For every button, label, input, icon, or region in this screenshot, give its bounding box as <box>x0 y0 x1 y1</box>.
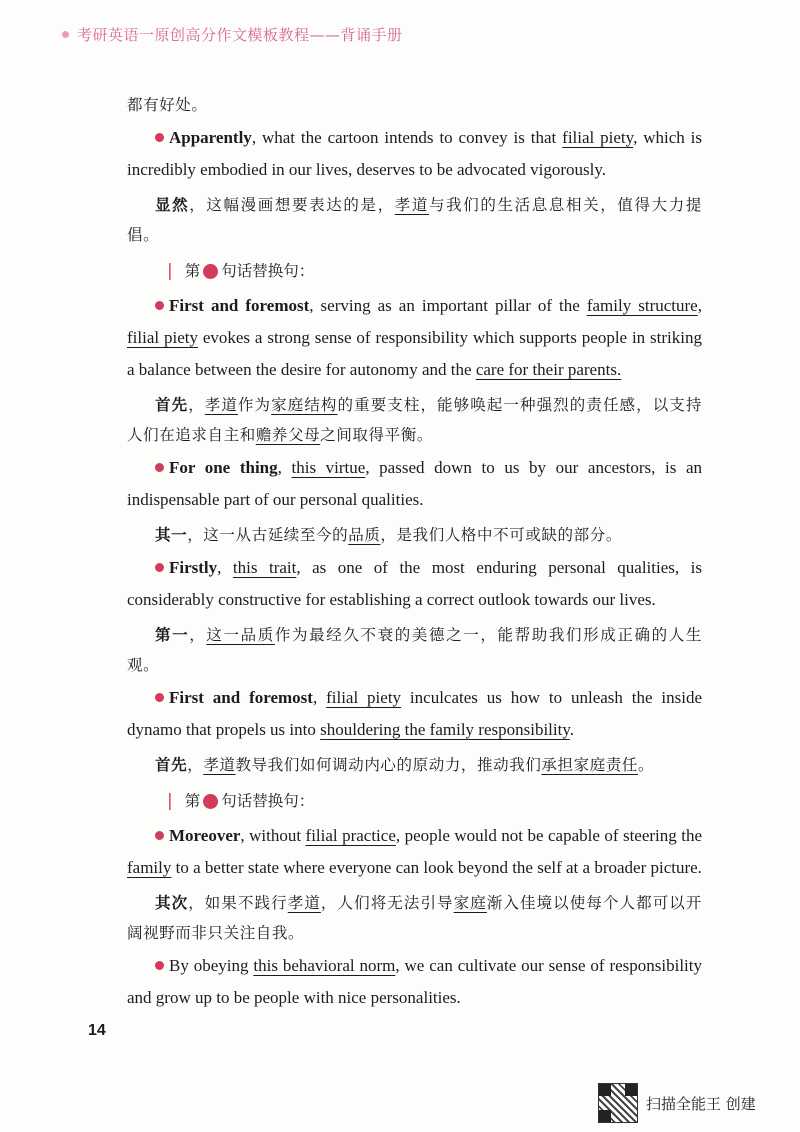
english-paragraph <box>127 950 702 1014</box>
text-run: 都有好处。 <box>127 96 208 114</box>
english-paragraph <box>127 452 702 516</box>
text-run: 。 <box>638 756 655 774</box>
chinese-paragraph <box>127 888 702 948</box>
text-run: 的重要支柱，能够唤起一种强烈的责任感，以支持人们在追求自主和 <box>127 396 703 444</box>
bullet-icon <box>155 301 164 310</box>
bold-phrase: First and foremost <box>169 688 313 707</box>
underlined-phrase: 家庭结构 <box>271 396 338 414</box>
text-run: By obeying <box>169 956 254 975</box>
text-run: inculcates us how to unleash the inside dynamo that propels us into <box>127 688 703 739</box>
bold-phrase: 第一 <box>155 626 190 644</box>
page-number: 14 <box>88 1022 106 1039</box>
english-paragraph <box>127 122 702 186</box>
bold-phrase: Firstly <box>169 558 218 577</box>
underlined-phrase: 孝道 <box>204 396 238 414</box>
text-run: 教导我们如何调动内心的原动力，推动我们 <box>235 756 542 774</box>
underlined-phrase: 孝道 <box>287 894 321 912</box>
underlined-phrase: 品质 <box>348 526 381 544</box>
text-run: . <box>569 720 574 739</box>
bold-phrase: 显然 <box>155 196 190 214</box>
text-run: 作为 <box>237 396 272 414</box>
bullet-icon <box>155 961 164 970</box>
text-run: , <box>217 558 233 577</box>
chinese-paragraph <box>127 190 702 250</box>
section-bar: | <box>167 791 173 811</box>
bold-phrase: Moreover <box>169 826 241 845</box>
watermark-text: 扫描全能王 创建 <box>646 1094 756 1113</box>
underlined-phrase: this behavioral norm <box>253 956 396 975</box>
chinese-paragraph <box>127 520 702 550</box>
english-paragraph <box>127 820 702 884</box>
underlined-phrase: shouldering the family responsibility <box>320 720 570 739</box>
underlined-phrase: family structure <box>586 296 698 315</box>
text-run: , <box>312 688 327 707</box>
underlined-phrase: filial piety <box>562 128 634 147</box>
bullet-icon <box>155 563 164 572</box>
underlined-phrase: filial practice <box>305 826 396 845</box>
section-prefix: 第 <box>184 262 201 280</box>
section-prefix: 第 <box>184 792 201 810</box>
underlined-phrase: care for their parents. <box>475 360 622 379</box>
bold-phrase: For one thing <box>169 458 278 477</box>
chinese-paragraph <box>127 90 702 120</box>
underlined-phrase: this trait <box>232 558 297 577</box>
chinese-paragraph <box>127 620 702 680</box>
underlined-phrase: filial piety <box>326 688 402 707</box>
text-run: , as one of the most enduring personal qualities, is considerably constructive for establishing a correct outlook towards our lives. <box>127 558 702 609</box>
text-run: , without <box>240 826 306 845</box>
english-paragraph <box>127 552 702 616</box>
running-header <box>62 24 403 45</box>
text-run: 作为最经久不衰的美德之一，能帮助我们形成正确的人生观。 <box>127 626 702 674</box>
section-heading <box>167 256 702 286</box>
bold-phrase: 其一 <box>155 526 188 544</box>
text-run: 渐入佳境以使每个人都可以开阔视野而非只关注自我。 <box>127 894 703 942</box>
english-paragraph <box>127 290 702 386</box>
section-heading <box>167 786 702 816</box>
chinese-paragraph <box>127 750 702 780</box>
text-run: , serving as an important pillar of the <box>309 296 587 315</box>
section-bar: | <box>167 261 173 281</box>
scanner-watermark <box>598 1083 756 1123</box>
bullet-icon <box>155 133 164 142</box>
underlined-phrase: 赡养父母 <box>255 426 321 444</box>
section-number-badge-icon <box>203 794 218 809</box>
text-run: ，这一从古延续至今的 <box>187 526 349 544</box>
text-run: evokes a strong sense of responsibility which supports people in striking a balance between the desire for autonomy and the <box>127 328 702 379</box>
text-run: , we can cultivate our sense of responsibility and grow up to be people with nice personalities. <box>127 956 702 1007</box>
english-paragraph <box>127 682 702 746</box>
text-run: , passed down to us by our ancestors, is an indispensable part of our personal qualities. <box>127 458 703 509</box>
bold-phrase: 首先 <box>155 756 188 774</box>
section-suffix: 句话替换句： <box>221 792 315 810</box>
bullet-icon <box>155 463 164 472</box>
bold-phrase: 其次 <box>155 894 189 912</box>
chinese-paragraph <box>127 390 702 450</box>
bullet-icon <box>155 831 164 840</box>
underlined-phrase: 家庭 <box>453 894 487 912</box>
text-run: , people would not be capable of steering the <box>395 826 702 845</box>
text-run: 与我们的生活息息相关，值得大力提倡。 <box>127 196 703 244</box>
underlined-phrase: 这一品质 <box>206 626 275 644</box>
text-run: ， <box>187 756 204 774</box>
text-run: to a better state where everyone can look beyond the self at a broader picture. <box>171 858 702 877</box>
text-run: ，人们将无法引导 <box>320 894 454 912</box>
text-run: ， <box>188 396 205 414</box>
text-run: , what the cartoon intends to convey is that <box>251 128 563 147</box>
underlined-phrase: filial piety <box>127 328 198 347</box>
text-run: ， <box>189 626 207 644</box>
bold-phrase: 首先 <box>155 396 189 414</box>
section-number-badge-icon <box>203 264 218 279</box>
text-run: , <box>697 296 702 315</box>
qr-code-icon <box>598 1083 638 1123</box>
text-run: , <box>277 458 292 477</box>
bullet-icon <box>155 693 164 702</box>
text-run: ，如果不践行 <box>188 894 288 912</box>
header-title: 考研英语一原创高分作文模板教程——背诵手册 <box>77 26 403 44</box>
text-run: ，是我们人格中不可或缺的部分。 <box>380 526 622 544</box>
underlined-phrase: 孝道 <box>203 756 236 774</box>
page-body <box>127 86 702 1014</box>
underlined-phrase: family <box>127 858 172 877</box>
text-run: , which is incredibly embodied in our lives, deserves to be advocated vigorously. <box>127 128 702 179</box>
underlined-phrase: 孝道 <box>394 196 430 214</box>
text-run: ，这幅漫画想要表达的是， <box>189 196 395 214</box>
underlined-phrase: this virtue <box>291 458 366 477</box>
text-run: 之间取得平衡。 <box>320 426 433 444</box>
header-dot-icon <box>62 31 69 38</box>
bold-phrase: Apparently <box>169 128 252 147</box>
underlined-phrase: 承担家庭责任 <box>541 756 639 774</box>
bold-phrase: First and foremost <box>169 296 310 315</box>
section-suffix: 句话替换句： <box>221 262 315 280</box>
